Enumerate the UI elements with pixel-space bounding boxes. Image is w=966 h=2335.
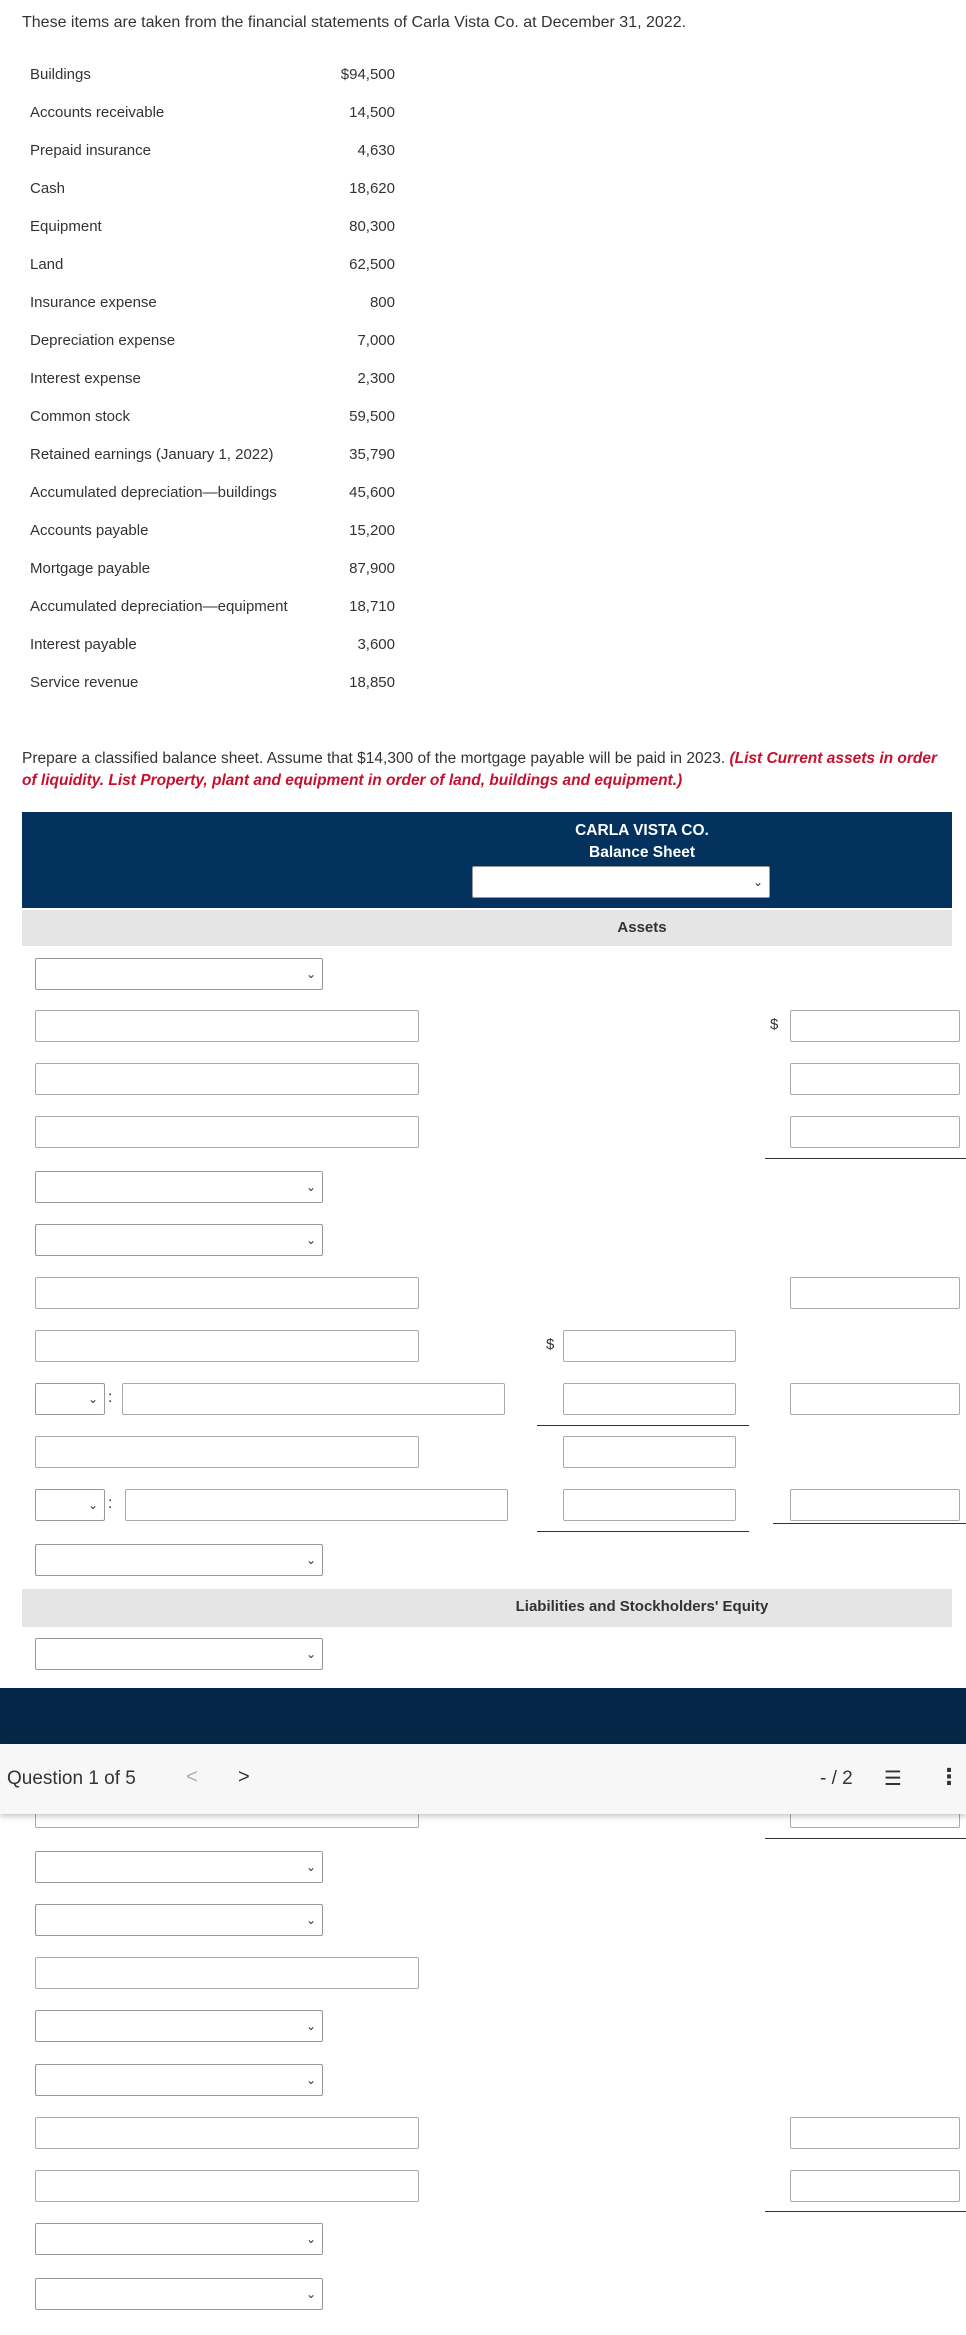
question-nav-bar [0,1744,966,1814]
amount-input[interactable] [790,2117,960,2149]
chevron-down-icon: ⌄ [305,967,316,981]
subtotal-underline [773,1523,966,1524]
account-value: 7,000 [357,332,395,349]
chevron-down-icon: ⌄ [305,1913,316,1927]
account-value: 18,850 [349,674,395,691]
account-name-input[interactable] [122,1383,505,1415]
account-select[interactable] [35,1904,323,1936]
more-options-icon[interactable]: ⋮ [938,1764,960,1789]
account-label: Equipment [30,218,102,235]
chevron-down-icon: ⌄ [87,1392,98,1406]
subtotal-underline [537,1531,749,1532]
subtotal-underline [537,1425,749,1426]
account-name-input[interactable] [35,1116,419,1148]
amount-input[interactable] [790,1010,960,1042]
account-value: $94,500 [340,66,395,83]
account-label: Buildings [30,66,91,83]
account-name-input[interactable] [35,1957,419,1989]
account-name-input[interactable] [35,2170,419,2202]
balance-sheet-header [22,812,952,908]
amount-input[interactable] [790,1277,960,1309]
account-value: 35,790 [349,446,395,463]
account-label: Prepaid insurance [30,142,151,159]
chevron-down-icon: ⌄ [305,1233,316,1247]
top-nav-band [0,1688,966,1744]
account-value: 3,600 [357,636,395,653]
chevron-down-icon: ⌄ [87,1498,98,1512]
account-name-input[interactable] [35,1330,419,1362]
chevron-down-icon: ⌄ [305,1553,316,1567]
chevron-down-icon: ⌄ [305,2019,316,2033]
assets-section-bar [22,910,952,946]
account-name-input[interactable] [35,1436,419,1468]
account-label: Common stock [30,408,131,425]
company-name: CARLA VISTA CO. [575,822,709,839]
next-question-button[interactable]: > [238,1766,250,1788]
account-select[interactable] [35,2223,323,2255]
colon-separator: : [108,1495,113,1512]
account-name-input[interactable] [35,1010,419,1042]
question-list-icon[interactable]: ☰ [884,1768,902,1790]
amount-input[interactable] [790,2170,960,2202]
account-select[interactable] [35,1171,323,1203]
amount-input[interactable] [563,1489,736,1521]
colon-separator: : [108,1389,113,1406]
account-label: Retained earnings (January 1, 2022) [30,446,274,463]
account-label: Interest payable [30,636,137,653]
account-value: 15,200 [349,522,395,539]
account-label: Mortgage payable [30,560,151,577]
amount-input[interactable] [790,1383,960,1415]
dollar-sign: $ [770,1016,779,1033]
account-value: 4,630 [357,142,395,159]
account-select[interactable] [35,2064,323,2096]
less-select[interactable] [35,1489,105,1521]
question-label: Question 1 of 5 [7,1768,136,1789]
account-label: Land [30,256,64,273]
amount-input[interactable] [563,1436,736,1468]
chevron-down-icon: ⌄ [305,1860,316,1874]
account-value: 87,900 [349,560,395,577]
account-select[interactable] [35,1544,323,1576]
account-select[interactable] [35,1851,323,1883]
account-select[interactable] [35,1638,323,1670]
liabilities-section-bar [22,1589,952,1627]
account-label: Insurance expense [30,294,157,311]
subtotal-underline [765,1158,966,1159]
account-label: Accounts receivable [30,104,165,121]
account-select[interactable] [35,2010,323,2042]
date-select[interactable] [472,866,770,898]
account-name-input[interactable] [35,1063,419,1095]
less-select[interactable] [35,1383,105,1415]
account-select[interactable] [35,2278,323,2310]
account-select[interactable] [35,958,323,990]
chevron-down-icon: ⌄ [305,1647,316,1661]
subtotal-underline [765,2211,966,2212]
subtotal-underline [765,1838,966,1839]
statement-title: Balance Sheet [589,844,695,861]
dollar-sign: $ [546,1336,555,1353]
amount-input[interactable] [790,1489,960,1521]
chevron-down-icon: ⌄ [305,2287,316,2301]
amount-input[interactable] [563,1383,736,1415]
chevron-down-icon: ⌄ [305,1180,316,1194]
chevron-down-icon: ⌄ [752,875,763,889]
account-label: Cash [30,180,66,197]
account-value: 62,500 [349,256,395,273]
account-value: 80,300 [349,218,395,235]
account-value: 18,710 [349,598,395,615]
chevron-down-icon: ⌄ [305,2073,316,2087]
account-label: Interest expense [30,370,141,387]
account-value: 45,600 [349,484,395,501]
account-select[interactable] [35,1224,323,1256]
intro-text: These items are taken from the financial statements of Carla Vista Co. at December 31, 2022. [22,14,687,31]
assets-section-label: Assets [617,919,667,936]
instructions-emphasis: (List Current assets in order of liquidity. List Property, plant and equipment in order of land, buildings and equipment.) [22,750,938,789]
account-value: 14,500 [349,104,395,121]
account-value: 800 [369,294,395,311]
amount-input[interactable] [790,1116,960,1148]
account-name-input[interactable] [35,1277,419,1309]
account-value: 2,300 [357,370,395,387]
account-value: 59,500 [349,408,395,425]
instructions-text: Prepare a classified balance sheet. Assume that $14,300 of the mortgage payable will be paid in 2023. [22,750,726,767]
liabilities-section-label: Liabilities and Stockholders' Equity [515,1598,769,1615]
account-name-input[interactable] [35,2117,419,2149]
amount-input[interactable] [790,1063,960,1095]
chevron-down-icon: ⌄ [305,2232,316,2246]
account-label: Accumulated depreciation—buildings [30,484,277,501]
amount-input[interactable] [563,1330,736,1362]
account-label: Service revenue [30,674,139,691]
account-value: 18,620 [349,180,395,197]
prev-question-button[interactable]: < [186,1766,198,1788]
account-name-input[interactable] [125,1489,508,1521]
instructions [22,748,942,792]
account-label: Accounts payable [30,522,149,539]
account-label: Accumulated depreciation—equipment [30,598,288,615]
page-indicator: - / 2 [820,1768,853,1789]
account-label: Depreciation expense [30,332,176,349]
